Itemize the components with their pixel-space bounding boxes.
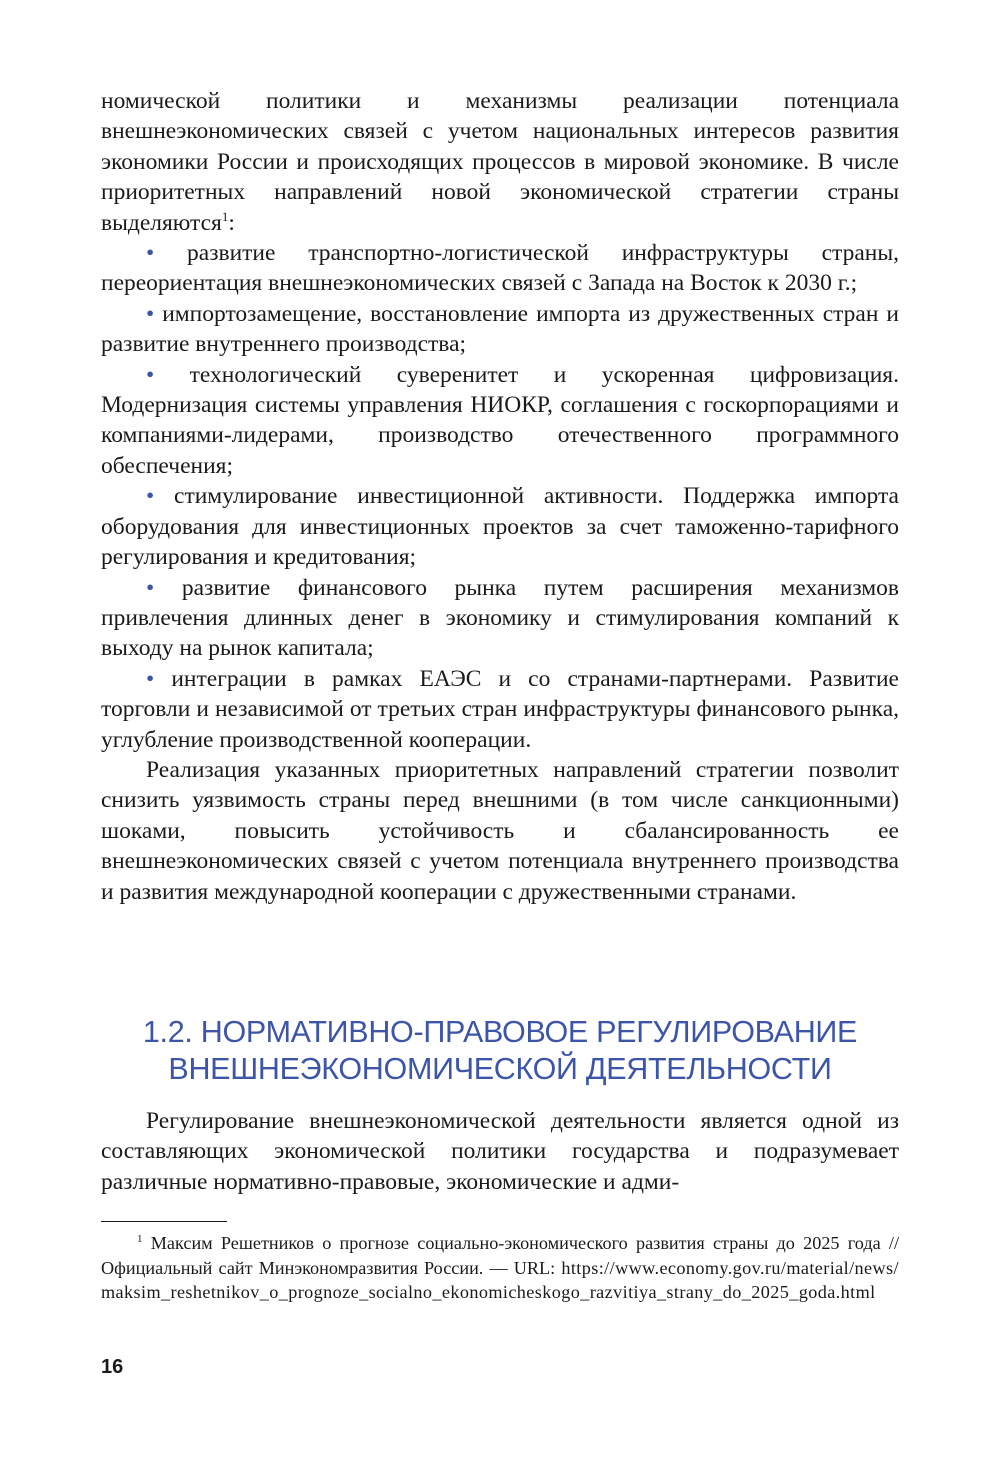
intro-tail: : [228,209,235,236]
footnote-url-link[interactable]: https://www.economy.gov.ru/material/news/maksim_reshetnikov_o_prognoze_socialno_ekonomicheskogo_razvitiya_strany_do_2025_goda.html [101,1257,899,1302]
section-heading [101,1014,899,1088]
footnote-paragraph [101,1231,899,1305]
section-heading-line-2: ВНЕШНЕЭКОНОМИЧЕСКОЙ ДЕЯТЕЛЬНОСТИ [168,1052,832,1086]
bullet-text: стимулирование инвестиционной активности. Поддержка импорта оборудования для инвестиционных проектов за счет таможенно-тарифного регулирования и кредитования; [101,483,899,571]
footnote-number: 1 [137,1232,143,1245]
bullet-text: интеграции в рамках ЕАЭС и со странами-партнерами. Развитие торговли и независимой от третьих стран инфраструктуры финансового рынка, углубление производственной кооперации. [101,665,899,753]
footnote-text: Максим Решетников о прогнозе социально-экономического развития страны до 2025 года // Официальный сайт Минэкономразвития России. — URL: [101,1233,899,1278]
conclusion-paragraph: Реализация указанных приоритетных направлений стратегии позволит снизить уязвимость страны перед внешними (в том числе санкционными) шоками, повысить устойчивость и сбалансированность ее внешнеэкономических связей с учетом потенциала внутреннего производства и развития международной кооперации с дружественными странами. [101,756,899,905]
footnote-divider [101,1221,227,1222]
section-paragraph: Регулирование внешнеэкономической деятельности является одной из составляющих экономической политики государства и подразумевает различные нормативно-правовые, экономические и адми- [101,1108,899,1195]
intro-text: номической политики и механизмы реализации потенциала внешнеэкономических связей с учетом национальных интересов развития экономики России и происходящих процессов в мировой экономике. В числе приоритетных направлений новой экономической стратегии страны выделяются [101,88,899,236]
bullet-icon: • [146,300,155,327]
bullet-item [101,481,899,572]
bullet-text: развитие транспортно-логистической инфраструктуры страны, переориентация внешнеэкономических связей с Запада на Восток к 2030 г.; [101,240,899,297]
bullet-item [101,238,899,299]
bullet-item [101,360,899,482]
bullet-icon: • [146,574,155,601]
bullet-icon: • [146,240,155,267]
bullet-text: импортозамещение, восстановление импорта из дружественных стран и развитие внутреннего производства; [101,300,899,358]
bullet-text: технологический суверенитет и ускоренная цифровизация. Модернизация системы управления НИОКР, соглашения с госкорпорациями и компаниями-лидерами, производство отечественного программного обеспечения; [101,361,899,479]
page-number: 16 [101,1356,124,1378]
section-text-block [101,1106,899,1197]
bullet-text: развитие финансового рынка путем расширения механизмов привлечения длинных денег в экономику и стимулирования компаний к выходу на рынок капитала; [101,574,900,662]
bullet-item [101,299,899,360]
bullet-icon: • [146,665,155,692]
intro-paragraph [101,86,899,238]
bullet-item [101,664,899,755]
section-heading-line-1: 1.2. НОРМАТИВНО-ПРАВОВОЕ РЕГУЛИРОВАНИЕ [142,1015,858,1049]
footnote-reference[interactable]: 1 [221,208,229,224]
bullet-item [101,573,899,664]
bullet-icon: • [146,483,155,510]
main-text-block [101,86,899,907]
bullet-icon: • [146,361,155,388]
footnote [101,1231,899,1305]
